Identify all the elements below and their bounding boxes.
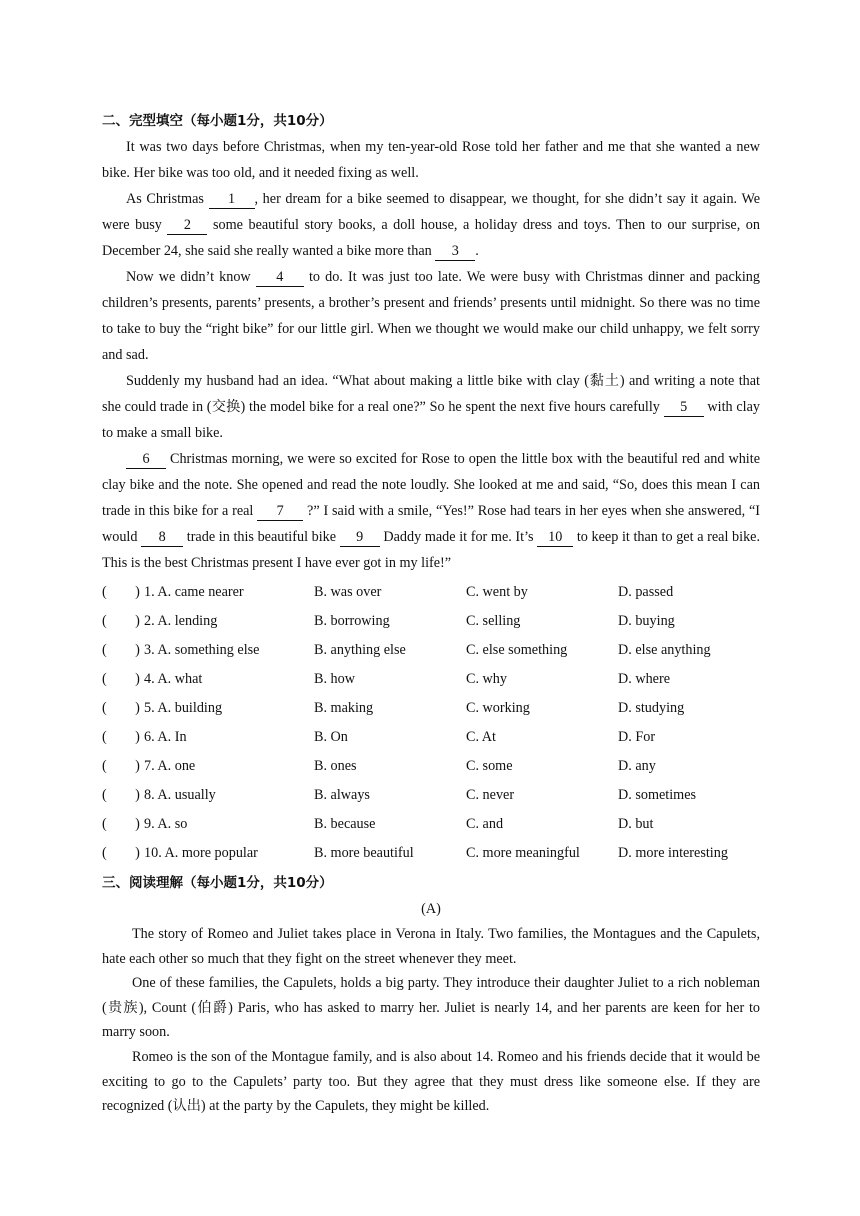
question-row	[102, 810, 760, 839]
section3-heading: 三、阅读理解（每小题1分，共10分）	[102, 875, 333, 891]
answer-paren[interactable]: ( )	[102, 845, 140, 861]
text-run: ?” I said with a smile, “Yes!” Rose had tears in her eyes when she answered, “I would	[102, 503, 760, 545]
reading-paragraph-3: Romeo is the son of the Montague family, and is also about 14. Romeo and his friends decide that it would be exciting to go to the Capulets’ party too. But they agree that they must dress like someone else. If they are recognized (认出) at the party by the Capulets, they might be killed.	[102, 1048, 760, 1115]
cloze-paragraph-2	[102, 186, 760, 264]
blank-9[interactable]: 9	[340, 529, 380, 547]
question-row	[102, 839, 760, 868]
blank-6[interactable]: 6	[126, 451, 166, 469]
question-row	[102, 578, 760, 607]
question-row	[102, 781, 760, 810]
option-c: C. some	[466, 758, 513, 774]
option-c: C. why	[466, 671, 507, 687]
option-a: 6. A. In	[144, 729, 187, 745]
option-a: 3. A. something else	[144, 642, 260, 658]
text-run: trade in this beautiful bike	[183, 529, 340, 545]
option-a: 7. A. one	[144, 758, 196, 774]
option-b: B. ones	[314, 758, 357, 774]
blank-10[interactable]: 10	[537, 529, 573, 547]
question-row	[102, 607, 760, 636]
option-a: 10. A. more popular	[144, 845, 258, 861]
option-d: D. any	[618, 758, 656, 774]
text-run: with clay to make a small bike.	[102, 399, 761, 441]
question-row	[102, 665, 760, 694]
option-b: B. because	[314, 816, 376, 832]
question-row	[102, 752, 760, 781]
answer-paren[interactable]: ( )	[102, 816, 140, 832]
option-c: C. working	[466, 700, 530, 716]
text-run: to keep it than to get a real bike. This is the best Christmas present I have ever got in my life!”	[102, 529, 761, 571]
option-d: D. passed	[618, 584, 674, 600]
blank-8[interactable]: 8	[141, 529, 183, 547]
option-c: C. At	[466, 729, 496, 745]
option-d: D. more interesting	[618, 845, 728, 861]
section2-heading: 二、完型填空（每小题1分，共10分）	[102, 113, 333, 129]
option-d: D. where	[618, 671, 670, 687]
cloze-paragraph-1: It was two days before Christmas, when my ten-year-old Rose told her father and me that she wanted a new bike. Her bike was too old, and it needed fixing as well.	[102, 139, 760, 181]
option-a: 4. A. what	[144, 671, 203, 687]
option-c: C. more meaningful	[466, 845, 580, 861]
answer-paren[interactable]: ( )	[102, 584, 140, 600]
option-b: B. making	[314, 700, 374, 716]
reading-paragraph-1: The story of Romeo and Juliet takes place in Verona in Italy. Two families, the Montagues and the Capulets, hate each other so much that they fight on the street whenever they meet.	[102, 926, 760, 967]
option-d: D. For	[618, 729, 656, 745]
text-run: .	[475, 243, 479, 259]
option-a: 9. A. so	[144, 816, 188, 832]
option-c: C. went by	[466, 584, 528, 600]
text-run: , her dream for a bike seemed to disappear, we thought, for she didn’t say it again. We were busy	[102, 191, 761, 233]
option-b: B. On	[314, 729, 348, 745]
option-c: C. never	[466, 787, 515, 803]
text-run: some beautiful story books, a doll house, a holiday dress and toys. Then to our surprise, on December 24, she said she really wanted a bike more than	[102, 217, 760, 259]
question-row	[102, 636, 760, 665]
answer-paren[interactable]: ( )	[102, 758, 140, 774]
blank-2[interactable]: 2	[167, 217, 207, 235]
option-a: 1. A. came nearer	[144, 584, 244, 600]
text-run: Christmas morning, we were so excited for Rose to open the little box with the beautiful red and white clay bike and the note. She opened and read the note loudly. She looked at me and said, “So, does this mean I can trade in this bike for a real	[102, 451, 760, 519]
option-a: 2. A. lending	[144, 613, 218, 629]
option-b: B. was over	[314, 584, 382, 600]
text-run: Suddenly my husband had an idea. “What about making a little bike with clay (黏土) and writing a note that she could trade in (交换) the model bike for a real one?” So he spent the next five hours carefully	[102, 373, 760, 415]
question-row	[102, 723, 760, 752]
answer-paren[interactable]: ( )	[102, 700, 140, 716]
option-d: D. buying	[618, 613, 675, 629]
answer-paren[interactable]: ( )	[102, 613, 140, 629]
blank-5[interactable]: 5	[664, 399, 704, 417]
option-c: C. and	[466, 816, 504, 832]
reading-paragraph-2: One of these families, the Capulets, holds a big party. They introduce their daughter Juliet to a rich nobleman (贵族), Count (伯爵) Paris, who has asked to marry her. Juliet is nearly 14, and her parents are keen for her to marry soon.	[102, 975, 760, 1041]
option-d: D. studying	[618, 700, 685, 716]
question-row	[102, 694, 760, 723]
cloze-paragraph-3	[102, 264, 760, 368]
blank-4[interactable]: 4	[256, 269, 304, 287]
cloze-paragraph-4	[102, 368, 760, 446]
cloze-paragraph-5	[102, 446, 760, 576]
text-run: Now we didn’t know	[126, 269, 256, 285]
option-b: B. always	[314, 787, 370, 803]
option-d: D. else anything	[618, 642, 711, 658]
blank-3[interactable]: 3	[435, 243, 475, 261]
exam-page	[102, 108, 760, 1119]
passage-label: (A)	[421, 901, 441, 917]
option-c: C. else something	[466, 642, 568, 658]
blank-1[interactable]: 1	[209, 191, 255, 209]
option-c: C. selling	[466, 613, 521, 629]
answer-paren[interactable]: ( )	[102, 787, 140, 803]
text-run: As Christmas	[126, 191, 209, 207]
answer-paren[interactable]: ( )	[102, 729, 140, 745]
answer-paren[interactable]: ( )	[102, 671, 140, 687]
option-b: B. more beautiful	[314, 845, 414, 861]
option-d: D. but	[618, 816, 654, 832]
option-b: B. anything else	[314, 642, 406, 658]
option-a: 5. A. building	[144, 700, 223, 716]
option-d: D. sometimes	[618, 787, 697, 803]
option-b: B. how	[314, 671, 355, 687]
option-a: 8. A. usually	[144, 787, 216, 803]
blank-7[interactable]: 7	[257, 503, 303, 521]
cloze-options	[102, 578, 760, 868]
text-run: to do. It was just too late. We were busy with Christmas dinner and packing children’s presents, parents’ presents, a brother’s present and friends’ presents until midnight. So there was no time to take to buy the “right bike” for our little girl. When we thought we would make our child unhappy, we felt sorry and sad.	[102, 269, 760, 363]
answer-paren[interactable]: ( )	[102, 642, 140, 658]
option-b: B. borrowing	[314, 613, 390, 629]
text-run: Daddy made it for me. It’s	[379, 529, 538, 545]
